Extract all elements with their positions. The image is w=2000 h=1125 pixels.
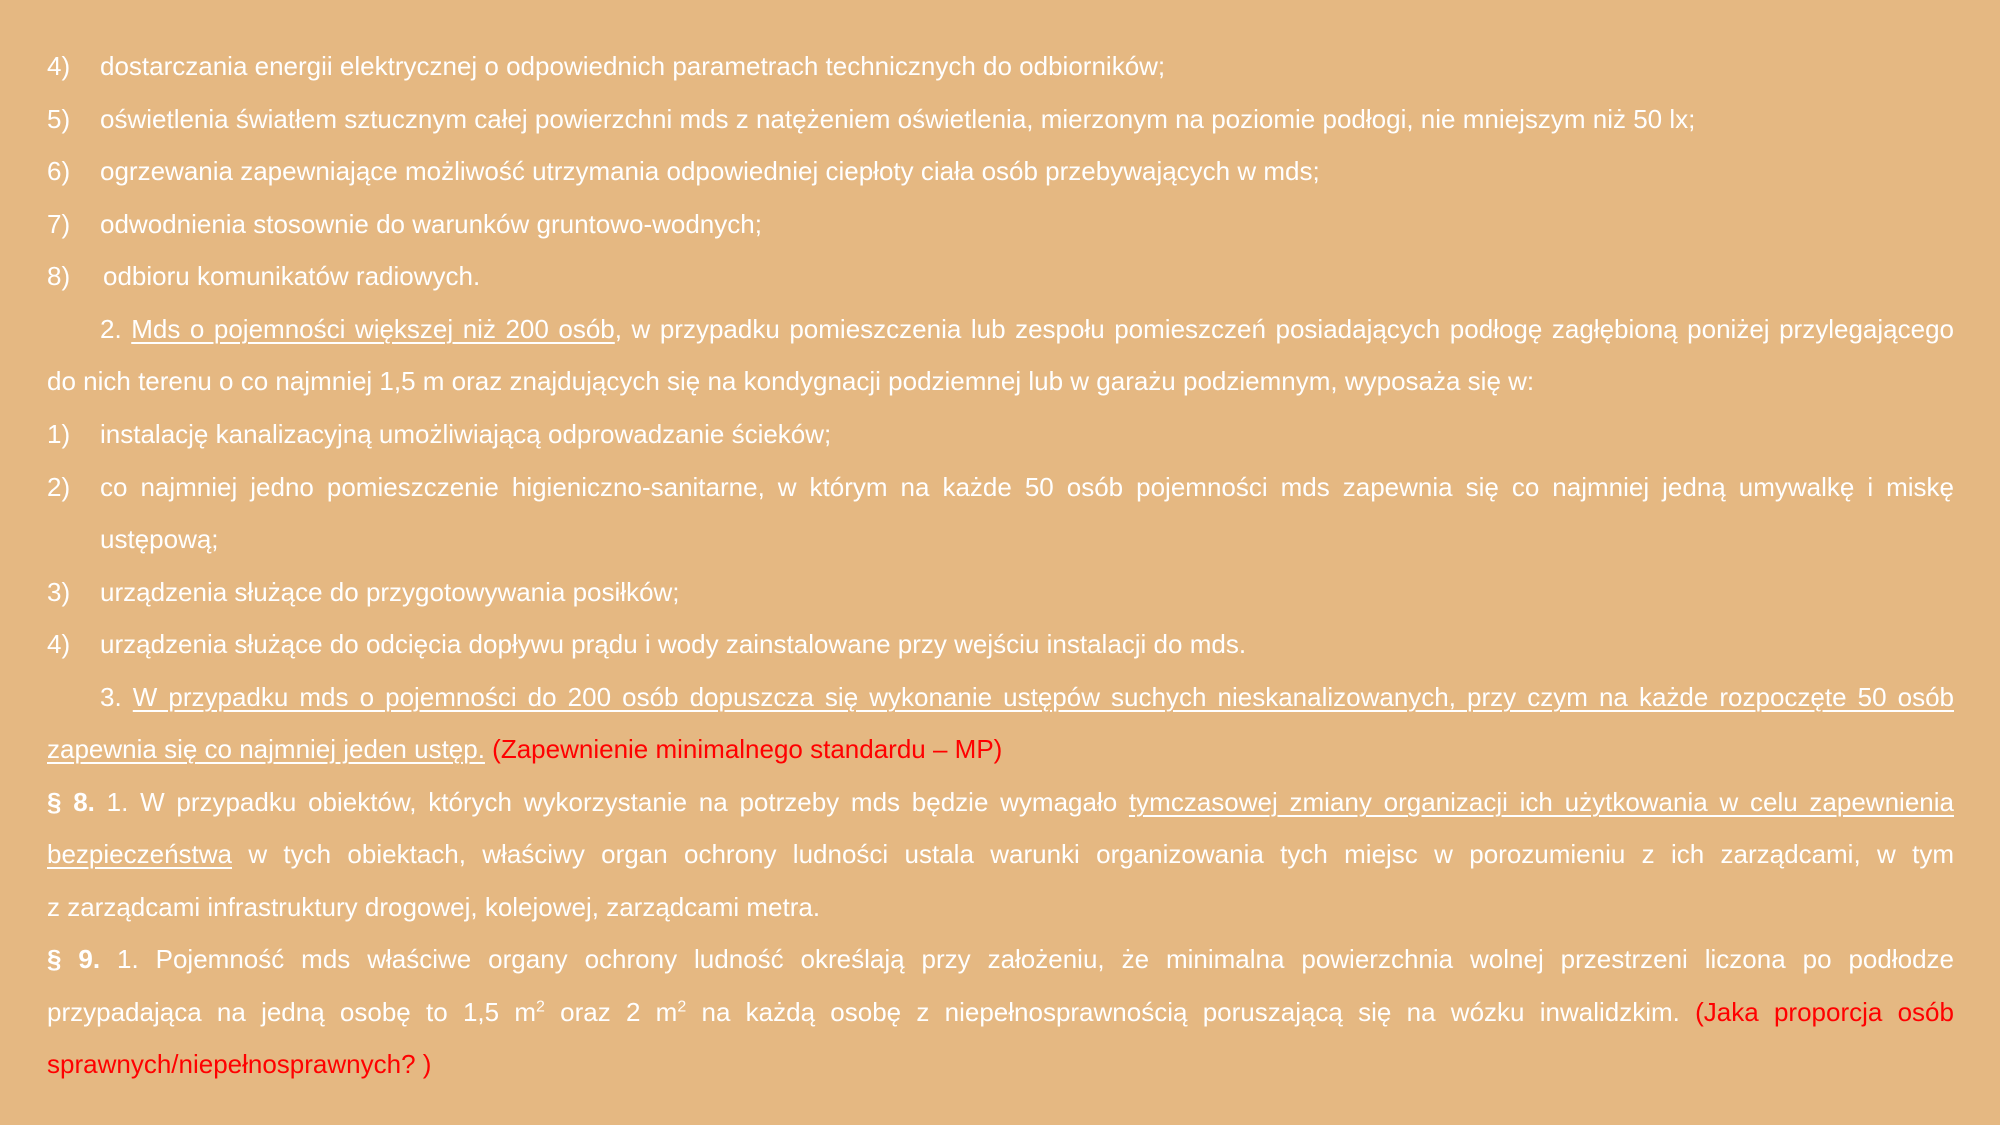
- superscript: 2: [536, 998, 545, 1016]
- superscript: 2: [677, 998, 687, 1016]
- paragraph-3-line-1: 3. W przypadku mds o pojemności do 200 osób dopuszcza się wykonanie ustępów suchych nieskanalizowanych, przy czym na każde rozpoczęte 50 osób: [100, 682, 1954, 712]
- paragraph-2-line-2: do nich terenu o co najmniej 1,5 m oraz znajdujących się na kondygnacji podziemnej lub w garażu podziemnym, wyposaża się w:: [47, 366, 1535, 396]
- paragraph-2-line-1: 2. Mds o pojemności większej niż 200 osób, w przypadku pomieszczenia lub zespołu pomieszczeń posiadających podłogę zagłębioną poniżej przylegającego: [100, 314, 1954, 344]
- paragraph-3-underlined: W przypadku mds o pojemności do 200 osób dopuszcza się wykonanie ustępów suchych nieskanalizowanych, przy czym na każde rozpoczęte 50 osób: [132, 682, 1954, 712]
- list-item-text: ogrzewania zapewniające możliwość utrzymania odpowiedniej ciepłoty ciała osób przebywających w mds;: [100, 156, 1320, 186]
- list-item-text: odbioru komunikatów radiowych.: [103, 261, 481, 291]
- section-8-underlined: tymczasowej zmiany organizacji ich użytkowania w celu zapewnienia: [1128, 787, 1954, 817]
- section-9-line-1: § 9. 1. Pojemność mds właściwe organy ochrony ludność określają przy założeniu, że minimalna powierzchnia wolnej przestrzeni liczona po podłodze: [47, 944, 1954, 974]
- section-8-line-2: bezpieczeństwa w tych obiektach, właściwy organ ochrony ludności ustala warunki organizowania tych miejsc w porozumieniu z ich zarządcami, w tym: [47, 839, 1954, 869]
- list-item: 1) instalację kanalizacyjną umożliwiającą odprowadzanie ścieków;: [47, 419, 832, 449]
- list-item-text: co najmniej jedno pomieszczenie higieniczno-sanitarne, w którym na każde 50 osób pojemności mds zapewnia się co najmniej jedną umywalkę i miskę: [100, 472, 1954, 502]
- section-8-line-3: z zarządcami infrastruktury drogowej, kolejowej, zarządcami metra.: [47, 892, 821, 922]
- list-item-text: oświetlenia światłem sztucznym całej powierzchni mds z natężeniem oświetlenia, mierzonym na poziomie podłogi, nie mniejszym niż 50 lx;: [100, 104, 1696, 134]
- list-item-text: dostarczania energii elektrycznej o odpowiednich parametrach technicznych do odbiorników;: [100, 51, 1166, 81]
- list-item: 8) odbioru komunikatów radiowych.: [47, 261, 481, 291]
- section-8-line-1: § 8. 1. W przypadku obiektów, których wykorzystanie na potrzeby mds będzie wymagało tymczasowej zmiany organizacji ich użytkowania w celu zapewnienia: [47, 787, 1954, 817]
- list-item-text: urządzenia służące do odcięcia dopływu prądu i wody zainstalowane przy wejściu instalacji do mds.: [100, 629, 1247, 659]
- section-label: § 9.: [47, 944, 101, 974]
- list-item: 4) urządzenia służące do odcięcia dopływu prądu i wody zainstalowane przy wejściu instalacji do mds.: [47, 629, 1247, 659]
- list-item: 4) dostarczania energii elektrycznej o odpowiednich parametrach technicznych do odbiorników;: [47, 51, 1166, 81]
- list-item: 3) urządzenia służące do przygotowywania posiłków;: [47, 577, 680, 607]
- list-item-text: odwodnienia stosownie do warunków gruntowo-wodnych;: [100, 209, 762, 239]
- paragraph-3-line-2: zapewnia się co najmniej jeden ustęp. (Zapewnienie minimalnego standardu – MP): [47, 734, 1003, 764]
- comment-note: (Zapewnienie minimalnego standardu – MP): [492, 734, 1003, 764]
- section-label: § 8.: [47, 787, 95, 817]
- section-9-line-2: przypadająca na jedną osobę to 1,5 $m^2$ oraz 2 $m^2$ na każdą osobę z niepełnosprawnością poruszającą się na wózku inwalidzkim. (Jaka proporcja osób: [47, 997, 1954, 1027]
- list-item: 2) co najmniej jedno pomieszczenie higieniczno-sanitarne, w którym na każde 50 osób pojemności mds zapewnia się co najmniej jedną umywalkę i miskę: [47, 472, 1954, 502]
- list-item: 5) oświetlenia światłem sztucznym całej powierzchni mds z natężeniem oświetlenia, mierzonym na poziomie podłogi, nie mniejszym niż 50 lx;: [47, 104, 1696, 134]
- list-item: 7) odwodnienia stosownie do warunków gruntowo-wodnych;: [47, 209, 762, 239]
- list-item-continuation: ustępową;: [100, 524, 219, 554]
- comment-note: sprawnych/niepełnosprawnych? ): [47, 1049, 432, 1079]
- list-item-text: urządzenia służące do przygotowywania posiłków;: [100, 577, 680, 607]
- list-item-text: instalację kanalizacyjną umożliwiającą odprowadzanie ścieków;: [100, 419, 832, 449]
- list-item: 6) ogrzewania zapewniające możliwość utrzymania odpowiedniej ciepłoty ciała osób przebywających w mds;: [47, 156, 1320, 186]
- comment-note: (Jaka proporcja osób: [1695, 997, 1954, 1027]
- paragraph-2-underlined: Mds o pojemności większej niż 200 osób: [131, 314, 615, 344]
